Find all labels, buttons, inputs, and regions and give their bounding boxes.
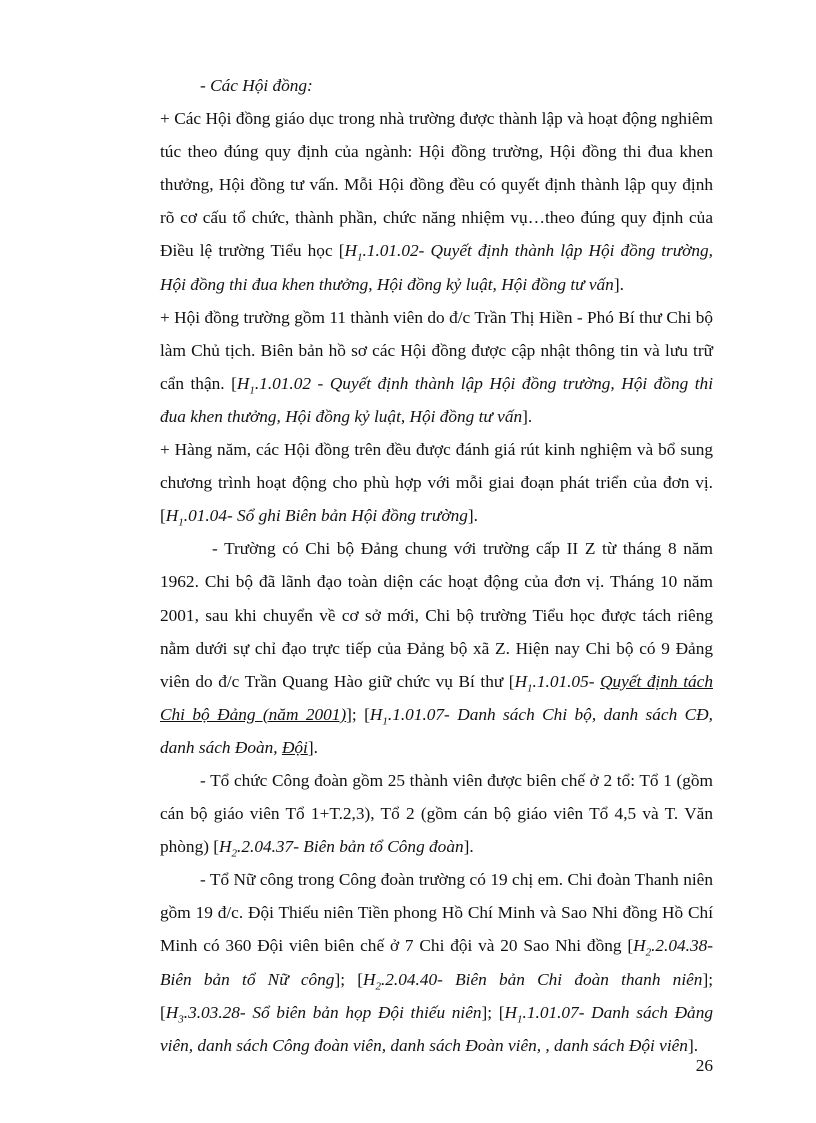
paragraph-school-council: + Hội đồng trường gồm 11 thành viên do đ/c Trần Thị Hiền - Phó Bí thư Chi bộ làm Chủ tịch. Biên bản hồ sơ các Hội đồng được cập nhật thông tin và lưu trữ cẩn thận. [$H_1.1.01.02$ - Quyết định thành lập Hội đồng trường, Hội đồng thi đua khen thưởng, Hội đồng kỷ luật, Hội đồng tư vấn]. — [160, 307, 713, 426]
citation: $H_1.1.01.07-$ Danh sách Chi bộ, danh sách CĐ, danh sách Đoàn, Đội — [160, 704, 713, 757]
page-number: 26 — [695, 1056, 713, 1075]
paragraph-trade-union: - Tổ chức Công đoàn gồm 25 thành viên được biên chế ở 2 tổ: Tổ 1 (gồm cán bộ giáo viên Tổ 1+T.2,3), Tổ 2 (gồm cán bộ giáo viên Tổ 4,5 và T. Văn phòng) [$H_2.2.04.37-$ Biên bản tổ Công đoàn]. — [160, 770, 713, 860]
text: + Các Hội đồng giáo dục trong nhà trường được thành lập và hoạt động nghiêm túc theo đúng quy định của ngành: Hội đồng trường, Hội đồng thi đua khen thưởng, Hội đồng tư vấn. Mỗi Hội đồng đều có quyết định thành lập quy định rõ cơ cấu tổ chức, thành phần, chức năng nhiệm vụ…theo đúng quy định của Điều lệ trường Tiểu học [ — [160, 109, 713, 261]
text: - Trường có Chi bộ Đảng chung với trường cấp II Z từ tháng 8 năm 1962. Chi bộ đã lãnh đạo toàn diện các hoạt động của đơn vị. Tháng 10 năm 2001, sau khi chuyển về cơ sở mới, Chi bộ trường Tiểu học được tách riêng nằm dưới sự chỉ đạo trực tiếp của Đảng bộ xã Z. Hiện nay Chi bộ có 9 Đảng viên do đ/c Trần Quang Hào giữ chức vụ Bí thư [ — [160, 539, 713, 691]
citation: $H_1.1.01.02$ - Quyết định thành lập Hội đồng trường, Hội đồng thi đua khen thưởng, Hội đồng kỷ luật, Hội đồng tư vấn — [160, 373, 713, 426]
citation: $H_2.2.04.37-$ Biên bản tổ Công đoàn — [219, 837, 464, 860]
paragraph-councils: + Các Hội đồng giáo dục trong nhà trường được thành lập và hoạt động nghiêm túc theo đúng quy định của ngành: Hội đồng trường, Hội đồng thi đua khen thưởng, Hội đồng tư vấn. Mỗi Hội đồng đều có quyết định thành lập quy định rõ cơ cấu tổ chức, thành phần, chức năng nhiệm vụ…theo đúng quy định của Điều lệ trường Tiểu học [$H_1.1.01.02-$ Quyết định thành lập Hội đồng trường, Hội đồng thi đua khen thưởng, Hội đồng kỷ luật, Hội đồng tư vấn]. — [160, 109, 713, 294]
citation: $H_1.1.01.02-$ Quyết định thành lập Hội đồng trường, Hội đồng thi đua khen thưởng, Hội đồng kỷ luật, Hội đồng tư vấn — [160, 241, 713, 294]
paragraph-party-cell: - Trường có Chi bộ Đảng chung với trường cấp II Z từ tháng 8 năm 1962. Chi bộ đã lãnh đạo toàn diện các hoạt động của đơn vị. Tháng 10 năm 2001, sau khi chuyển về cơ sở mới, Chi bộ trường Tiểu học được tách riêng nằm dưới sự chỉ đạo trực tiếp của Đảng bộ xã Z. Hiện nay Chi bộ có 9 Đảng viên do đ/c Trần Quang Hào giữ chức vụ Bí thư [$H_1.1.01.05-$ Quyết định tách Chi bộ Đảng (năm 2001)]; [$H_1.1.01.07-$ Danh sách Chi bộ, danh sách CĐ, danh sách Đoàn, Đội]. — [160, 539, 713, 757]
paragraph-annual-review: + Hàng năm, các Hội đồng trên đều được đánh giá rút kinh nghiệm và bổ sung chương trình hoạt động cho phù hợp với mỗi giai đoạn phát triển của đơn vị. [$H_1.01.04-$ Sổ ghi Biên bản Hội đồng trường]. — [160, 440, 713, 529]
heading-text: - Các Hội đồng: — [200, 76, 313, 95]
document-body — [160, 69, 713, 1062]
paragraph-women-youth: - Tổ Nữ công trong Công đoàn trường có 19 chị em. Chi đoàn Thanh niên gồm 19 đ/c. Đội Thiếu niên Tiền phong Hồ Chí Minh và Sao Nhi đồng Hồ Chí Minh có 360 Đội viên biên chế ở 7 Chi đội và 20 Sao Nhi đồng [$H_2.2.04.38-$ Biên bản tổ Nữ công]; [$H_2.2.04.40-$ Biên bản Chi đoàn thanh niên]; [$H_3.3.03.28-$ Sổ biên bản họp Đội thiếu niên]; [$H_1.1.01.07-$ Danh sách Đảng viên, danh sách Công đoàn viên, danh sách Đoàn viên, , danh sách Đội viên]. — [160, 870, 713, 1055]
section-heading — [160, 69, 713, 102]
citation: $H_1.1.01.05-$ Quyết định tách Chi bộ Đảng (năm 2001) — [160, 671, 713, 724]
citation: $H_1.1.01.07-$ Danh sách Đảng viên, danh sách Công đoàn viên, danh sách Đoàn viên, , danh sách Đội viên — [160, 1002, 713, 1055]
text: - Tổ chức Công đoàn gồm 25 thành viên được biên chế ở 2 tổ: Tổ 1 (gồm cán bộ giáo viên Tổ 1+T.2,3), Tổ 2 (gồm cán bộ giáo viên Tổ 4,5 và T. Văn phòng) [ — [160, 770, 713, 857]
text: + Hội đồng trường gồm 11 thành viên do đ/c Trần Thị Hiền - Phó Bí thư Chi bộ làm Chủ tịch. Biên bản hồ sơ các Hội đồng được cập nhật thông tin và lưu trữ cẩn thận. [ — [160, 307, 713, 393]
citation: $H_2.2.04.40-$ Biên bản Chi đoàn thanh niên — [362, 969, 703, 992]
citation: $H_3.3.03.28-$ Sổ biên bản họp Đội thiếu niên — [165, 1002, 482, 1026]
citation: $H_1.01.04-$ Sổ ghi Biên bản Hội đồng trường — [165, 506, 468, 529]
text: - Tổ Nữ công trong Công đoàn trường có 19 chị em. Chi đoàn Thanh niên gồm 19 đ/c. Đội Thiếu niên Tiền phong Hồ Chí Minh và Sao Nhi đồng Hồ Chí Minh có 360 Đội viên biên chế ở 7 Chi đội và 20 Sao Nhi đồng [ — [160, 870, 713, 956]
citation: $H_2.2.04.38-$ Biên bản tổ Nữ công — [160, 936, 713, 989]
text: + Hàng năm, các Hội đồng trên đều được đánh giá rút kinh nghiệm và bổ sung chương trình hoạt động cho phù hợp với mỗi giai đoạn phát triển của đơn vị. [ — [160, 440, 713, 526]
